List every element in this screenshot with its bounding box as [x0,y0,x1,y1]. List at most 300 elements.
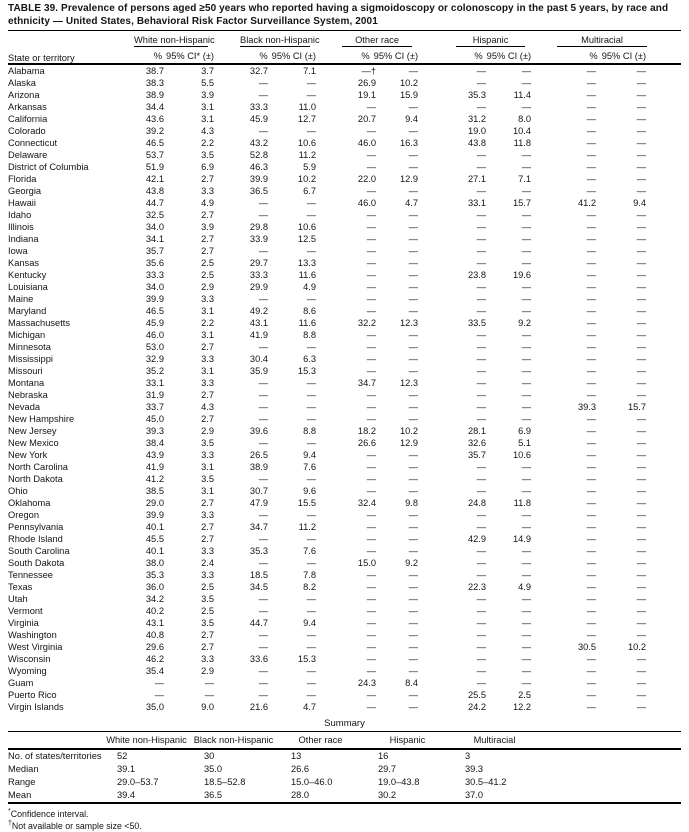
value-cell: — [521,222,532,232]
value-cell: — [366,462,377,472]
value-cell: — [636,294,647,304]
value-cell: — [258,534,269,544]
summary-value-cell: 39.4 [117,790,136,800]
value-cell: 46.0 [357,138,377,148]
value-cell: 35.7 [145,246,164,256]
summary-row [8,749,681,763]
summary-header-other: Other race [277,732,364,750]
value-cell: 7.1 [303,66,317,76]
value-cell: — [408,534,419,544]
value-cell: — [366,246,377,256]
value-cell: — [586,618,597,628]
value-cell: 19.1 [357,90,377,100]
state-name: Utah [8,594,28,604]
value-cell: 9.4 [633,198,647,208]
value-cell: 3.7 [201,66,215,76]
value-cell: — [408,402,419,412]
value-cell: — [476,102,487,112]
value-cell: — [636,246,647,256]
summary-value-cell: 29.0–53.7 [117,777,159,787]
value-cell: 9.4 [303,450,317,460]
value-cell: — [521,66,532,76]
table-row [8,545,681,557]
summary-value-cell: 16 [378,751,389,761]
value-cell: — [586,702,597,712]
value-cell: — [408,234,419,244]
value-cell: 2.7 [201,414,215,424]
value-cell: 15.9 [399,90,419,100]
value-cell: — [636,582,647,592]
subheader-multiracial [533,47,681,64]
value-cell: 3.1 [201,462,215,472]
value-cell: — [586,690,597,700]
value-cell: — [521,150,532,160]
value-cell: 15.3 [297,654,317,664]
value-cell: — [586,270,597,280]
value-cell: 35.3 [249,546,269,556]
footnote-text: Confidence interval. [10,808,89,819]
value-cell: — [586,222,597,232]
state-name: Alabama [8,66,45,76]
value-cell: — [636,174,647,184]
value-cell: — [408,690,419,700]
value-cell: 11.4 [513,90,532,100]
value-cell: — [476,210,487,220]
value-cell: — [586,438,597,448]
table-row [8,473,681,485]
value-cell: — [408,282,419,292]
table-title: TABLE 39. Prevalence of persons aged ≥50 years who reported having a sigmoidoscopy or colonoscopy in the past 5 years, by race and ethnicity — United States, Behavioral Risk Factor Surveillance System, 2001 [8,3,669,27]
value-cell: 24.3 [357,678,377,688]
value-cell: — [366,126,377,136]
value-cell: 7.8 [303,570,317,580]
value-cell: 33.7 [145,402,164,412]
value-cell: 10.4 [512,126,532,136]
value-cell: 18.2 [357,426,377,436]
value-cell: — [521,342,532,352]
value-cell: 10.2 [627,642,647,652]
value-cell: — [636,282,647,292]
summary-value-cell: 19.0–43.8 [378,777,420,787]
state-name: Kentucky [8,270,47,280]
ci-header: 95% CI (±) [373,51,419,61]
value-cell: — [476,666,487,676]
summary-row [8,776,681,789]
summary-value-cell: 26.6 [291,764,310,774]
value-cell: — [306,90,317,100]
value-cell: — [586,90,597,100]
value-cell: 42.9 [467,534,487,544]
value-cell: — [521,306,532,316]
value-cell: 30.5 [577,642,597,652]
pct-header: % [153,51,163,61]
value-cell: 44.7 [145,198,164,208]
summary-value-cell: 30.2 [378,790,397,800]
footnote-na [8,819,681,831]
value-cell: — [521,246,532,256]
summary-filler [538,732,681,750]
value-cell: 32.2 [357,318,377,328]
value-cell: 3.9 [201,90,215,100]
value-cell: — [366,294,377,304]
state-name: Iowa [8,246,28,256]
state-name: New Jersey [8,426,57,436]
state-name: Indiana [8,234,39,244]
summary-heading: Summary [324,718,365,729]
value-cell: 3.1 [201,366,215,376]
value-cell: — [521,294,532,304]
value-cell: — [306,402,317,412]
value-cell: — [366,306,377,316]
value-cell: 15.0 [357,558,377,568]
value-cell: — [408,294,419,304]
value-cell: 46.0 [357,198,377,208]
value-cell: — [476,390,487,400]
summary-value-cell: 13 [291,751,302,761]
summary-label-column [8,732,103,750]
value-cell: —† [361,66,377,76]
value-cell: — [521,570,532,580]
value-cell: 34.5 [249,582,269,592]
footnote-ci [8,807,681,819]
dagger-marker: † [8,820,12,828]
value-cell: 45.9 [249,114,269,124]
value-cell: — [258,198,269,208]
value-cell: — [636,342,647,352]
value-cell: 39.9 [249,174,269,184]
state-name: Guam [8,678,34,688]
value-cell: — [586,558,597,568]
value-cell: — [636,186,647,196]
state-name: Georgia [8,186,42,196]
value-cell: — [366,690,377,700]
value-cell: — [306,534,317,544]
value-cell: 46.5 [145,138,164,148]
state-name: New Hampshire [8,414,75,424]
state-name: Louisiana [8,282,48,292]
value-cell: 29.8 [249,222,269,232]
ci-header: 95% CI (±) [601,51,647,61]
table-row [8,209,681,221]
value-cell: — [636,438,647,448]
value-cell: — [586,462,597,472]
value-cell: — [408,654,419,664]
value-cell: 6.3 [303,354,317,364]
table-row [8,653,681,665]
value-cell: — [586,474,597,484]
value-cell: 24.2 [467,702,487,712]
state-name: North Dakota [8,474,63,484]
value-cell: 43.2 [249,138,269,148]
value-cell: — [586,138,597,148]
value-cell: — [258,606,269,616]
value-cell: 12.2 [512,702,532,712]
state-name: Arizona [8,90,40,100]
value-cell: 33.9 [249,234,269,244]
value-cell: — [636,210,647,220]
value-cell: — [306,390,317,400]
value-cell: 51.9 [145,162,164,172]
value-cell: — [258,474,269,484]
value-cell: — [476,282,487,292]
state-name: Pennsylvania [8,522,64,532]
value-cell: — [521,210,532,220]
value-cell: — [258,246,269,256]
value-cell: 2.7 [201,210,215,220]
state-name: Rhode Island [8,534,63,544]
value-cell: — [154,690,164,700]
value-cell: — [586,162,597,172]
value-cell: — [258,690,269,700]
value-cell: — [408,582,419,592]
value-cell: 26.6 [357,438,377,448]
state-name: Tennessee [8,570,53,580]
value-cell: — [636,474,647,484]
state-name: Michigan [8,330,46,340]
value-cell: 32.4 [357,498,377,508]
table-row [8,389,681,401]
summary-value-cell: 35.0 [204,764,223,774]
value-cell: — [366,150,377,160]
subheader-white [128,47,216,64]
table-row [8,113,681,125]
value-cell: 3.3 [201,186,215,196]
value-cell: — [521,354,532,364]
value-cell: — [258,78,269,88]
value-cell: — [408,342,419,352]
value-cell: 8.8 [303,330,317,340]
value-cell: — [636,114,647,124]
value-cell: — [408,462,419,472]
table-row [8,413,681,425]
value-cell: 9.2 [518,318,532,328]
table-row [8,269,681,281]
value-cell: — [408,66,419,76]
value-cell: 10.2 [297,174,317,184]
value-cell: 3.1 [201,306,215,316]
value-cell: — [476,606,487,616]
value-cell: 34.0 [145,282,164,292]
table-row [8,149,681,161]
value-cell: 34.0 [145,222,164,232]
value-cell: — [586,126,597,136]
value-cell: 40.8 [145,630,164,640]
value-cell: 38.0 [145,558,164,568]
value-cell: — [306,126,317,136]
value-cell: — [586,102,597,112]
state-name: District of Columbia [8,162,89,172]
value-cell: — [306,198,317,208]
value-cell: — [586,234,597,244]
value-cell: — [408,642,419,652]
value-cell: 4.3 [201,402,215,412]
value-cell: 34.1 [145,234,164,244]
value-cell: — [476,378,487,388]
value-cell: 11.2 [298,522,317,532]
value-cell: 29.6 [145,642,164,652]
value-cell: — [306,438,317,448]
summary-value-cell: 29.7 [378,764,397,774]
value-cell: — [476,486,487,496]
pct-header: % [361,51,370,61]
value-cell: — [408,702,419,712]
value-cell: — [408,366,419,376]
value-cell: — [258,594,269,604]
value-cell: 3.3 [201,570,215,580]
value-cell: 35.2 [145,366,164,376]
value-cell: — [636,150,647,160]
summary-value-cell: 30 [204,751,215,761]
table-row [8,605,681,617]
table-row [8,533,681,545]
value-cell: 2.7 [201,174,215,184]
value-cell: — [636,462,647,472]
value-cell: 3.1 [201,330,215,340]
value-cell: — [408,570,419,580]
ci-header: 95% CI (±) [271,51,317,61]
value-cell: — [586,630,597,640]
table-row [8,329,681,341]
value-cell: 46.2 [145,654,164,664]
value-cell: 2.7 [201,522,215,532]
value-cell: 26.9 [357,78,377,88]
value-cell: — [586,582,597,592]
value-cell: 46.5 [145,306,164,316]
value-cell: — [476,474,487,484]
state-name: New Mexico [8,438,59,448]
value-cell: 35.3 [467,90,487,100]
summary-row-label: Range [8,777,36,787]
table-row [8,245,681,257]
value-cell: 35.9 [249,366,269,376]
state-name: Washington [8,630,57,640]
table-row [8,593,681,605]
value-cell: — [521,546,532,556]
state-name: California [8,114,48,124]
value-cell: — [366,606,377,616]
value-cell: — [408,414,419,424]
pct-header: % [474,51,483,61]
value-cell: — [366,186,377,196]
value-cell: — [306,210,317,220]
value-cell: 6.7 [303,186,317,196]
table-row [8,461,681,473]
value-cell: — [476,654,487,664]
value-cell: 31.2 [467,114,487,124]
value-cell: 22.0 [357,174,377,184]
value-cell: — [636,522,647,532]
state-name: Virginia [8,618,39,628]
value-cell: 45.5 [145,534,164,544]
value-cell: — [366,522,377,532]
state-rows [8,64,681,713]
value-cell: — [476,294,487,304]
value-cell: — [408,618,419,628]
value-cell: 33.6 [249,654,269,664]
value-cell: 35.6 [145,258,164,268]
value-cell: — [258,402,269,412]
table-row [8,581,681,593]
state-name: Wisconsin [8,654,51,664]
value-cell: 43.8 [467,138,487,148]
summary-header-black: Black non-Hispanic [190,732,277,750]
value-cell: — [366,402,377,412]
value-cell: 30.4 [249,354,269,364]
value-cell: 52.8 [249,150,269,160]
value-cell: 2.9 [201,666,215,676]
summary-header-hispanic: Hispanic [364,732,451,750]
value-cell: — [636,666,647,676]
value-cell: — [366,582,377,592]
value-cell: — [521,462,532,472]
value-cell: — [521,630,532,640]
state-name: Kansas [8,258,40,268]
value-cell: — [521,510,532,520]
table-row [8,77,681,89]
pct-header: % [259,51,268,61]
value-cell: 13.3 [297,258,317,268]
state-name: Nevada [8,402,41,412]
value-cell: 38.3 [145,78,164,88]
value-cell: — [366,354,377,364]
value-cell: 34.4 [145,102,164,112]
table-row [8,569,681,581]
value-cell: — [366,102,377,112]
value-cell: — [476,150,487,160]
value-cell: — [408,150,419,160]
state-name: Massachusetts [8,318,71,328]
value-cell: — [586,450,597,460]
table-row [8,677,681,689]
value-cell: 45.0 [145,414,164,424]
value-cell: — [586,366,597,376]
value-cell: — [521,366,532,376]
value-cell: 10.6 [512,450,532,460]
value-cell: — [366,234,377,244]
value-cell: — [476,342,487,352]
value-cell: — [636,390,647,400]
group-header-hispanic: Hispanic [420,31,533,48]
value-cell: — [521,486,532,496]
table-row [8,64,681,77]
value-cell: 30.7 [249,486,269,496]
value-cell: — [521,186,532,196]
table-row [8,437,681,449]
value-cell: 11.0 [298,102,317,112]
value-cell: — [258,558,269,568]
value-cell: — [366,450,377,460]
table-row [8,89,681,101]
value-cell: — [366,222,377,232]
table-row [8,449,681,461]
summary-row [8,763,681,776]
value-cell: — [636,594,647,604]
value-cell: — [154,678,164,688]
value-cell: — [408,330,419,340]
value-cell: 9.6 [303,486,317,496]
value-cell: — [586,378,597,388]
state-name: Wyoming [8,666,47,676]
value-cell: — [636,558,647,568]
value-cell: — [586,486,597,496]
ci-header: 95% CI* (±) [166,51,215,61]
value-cell: 3.5 [201,150,215,160]
summary-rows [8,749,681,803]
state-name: Connecticut [8,138,58,148]
value-cell: 4.7 [405,198,419,208]
value-cell: — [521,330,532,340]
subheader-hispanic [420,47,533,64]
